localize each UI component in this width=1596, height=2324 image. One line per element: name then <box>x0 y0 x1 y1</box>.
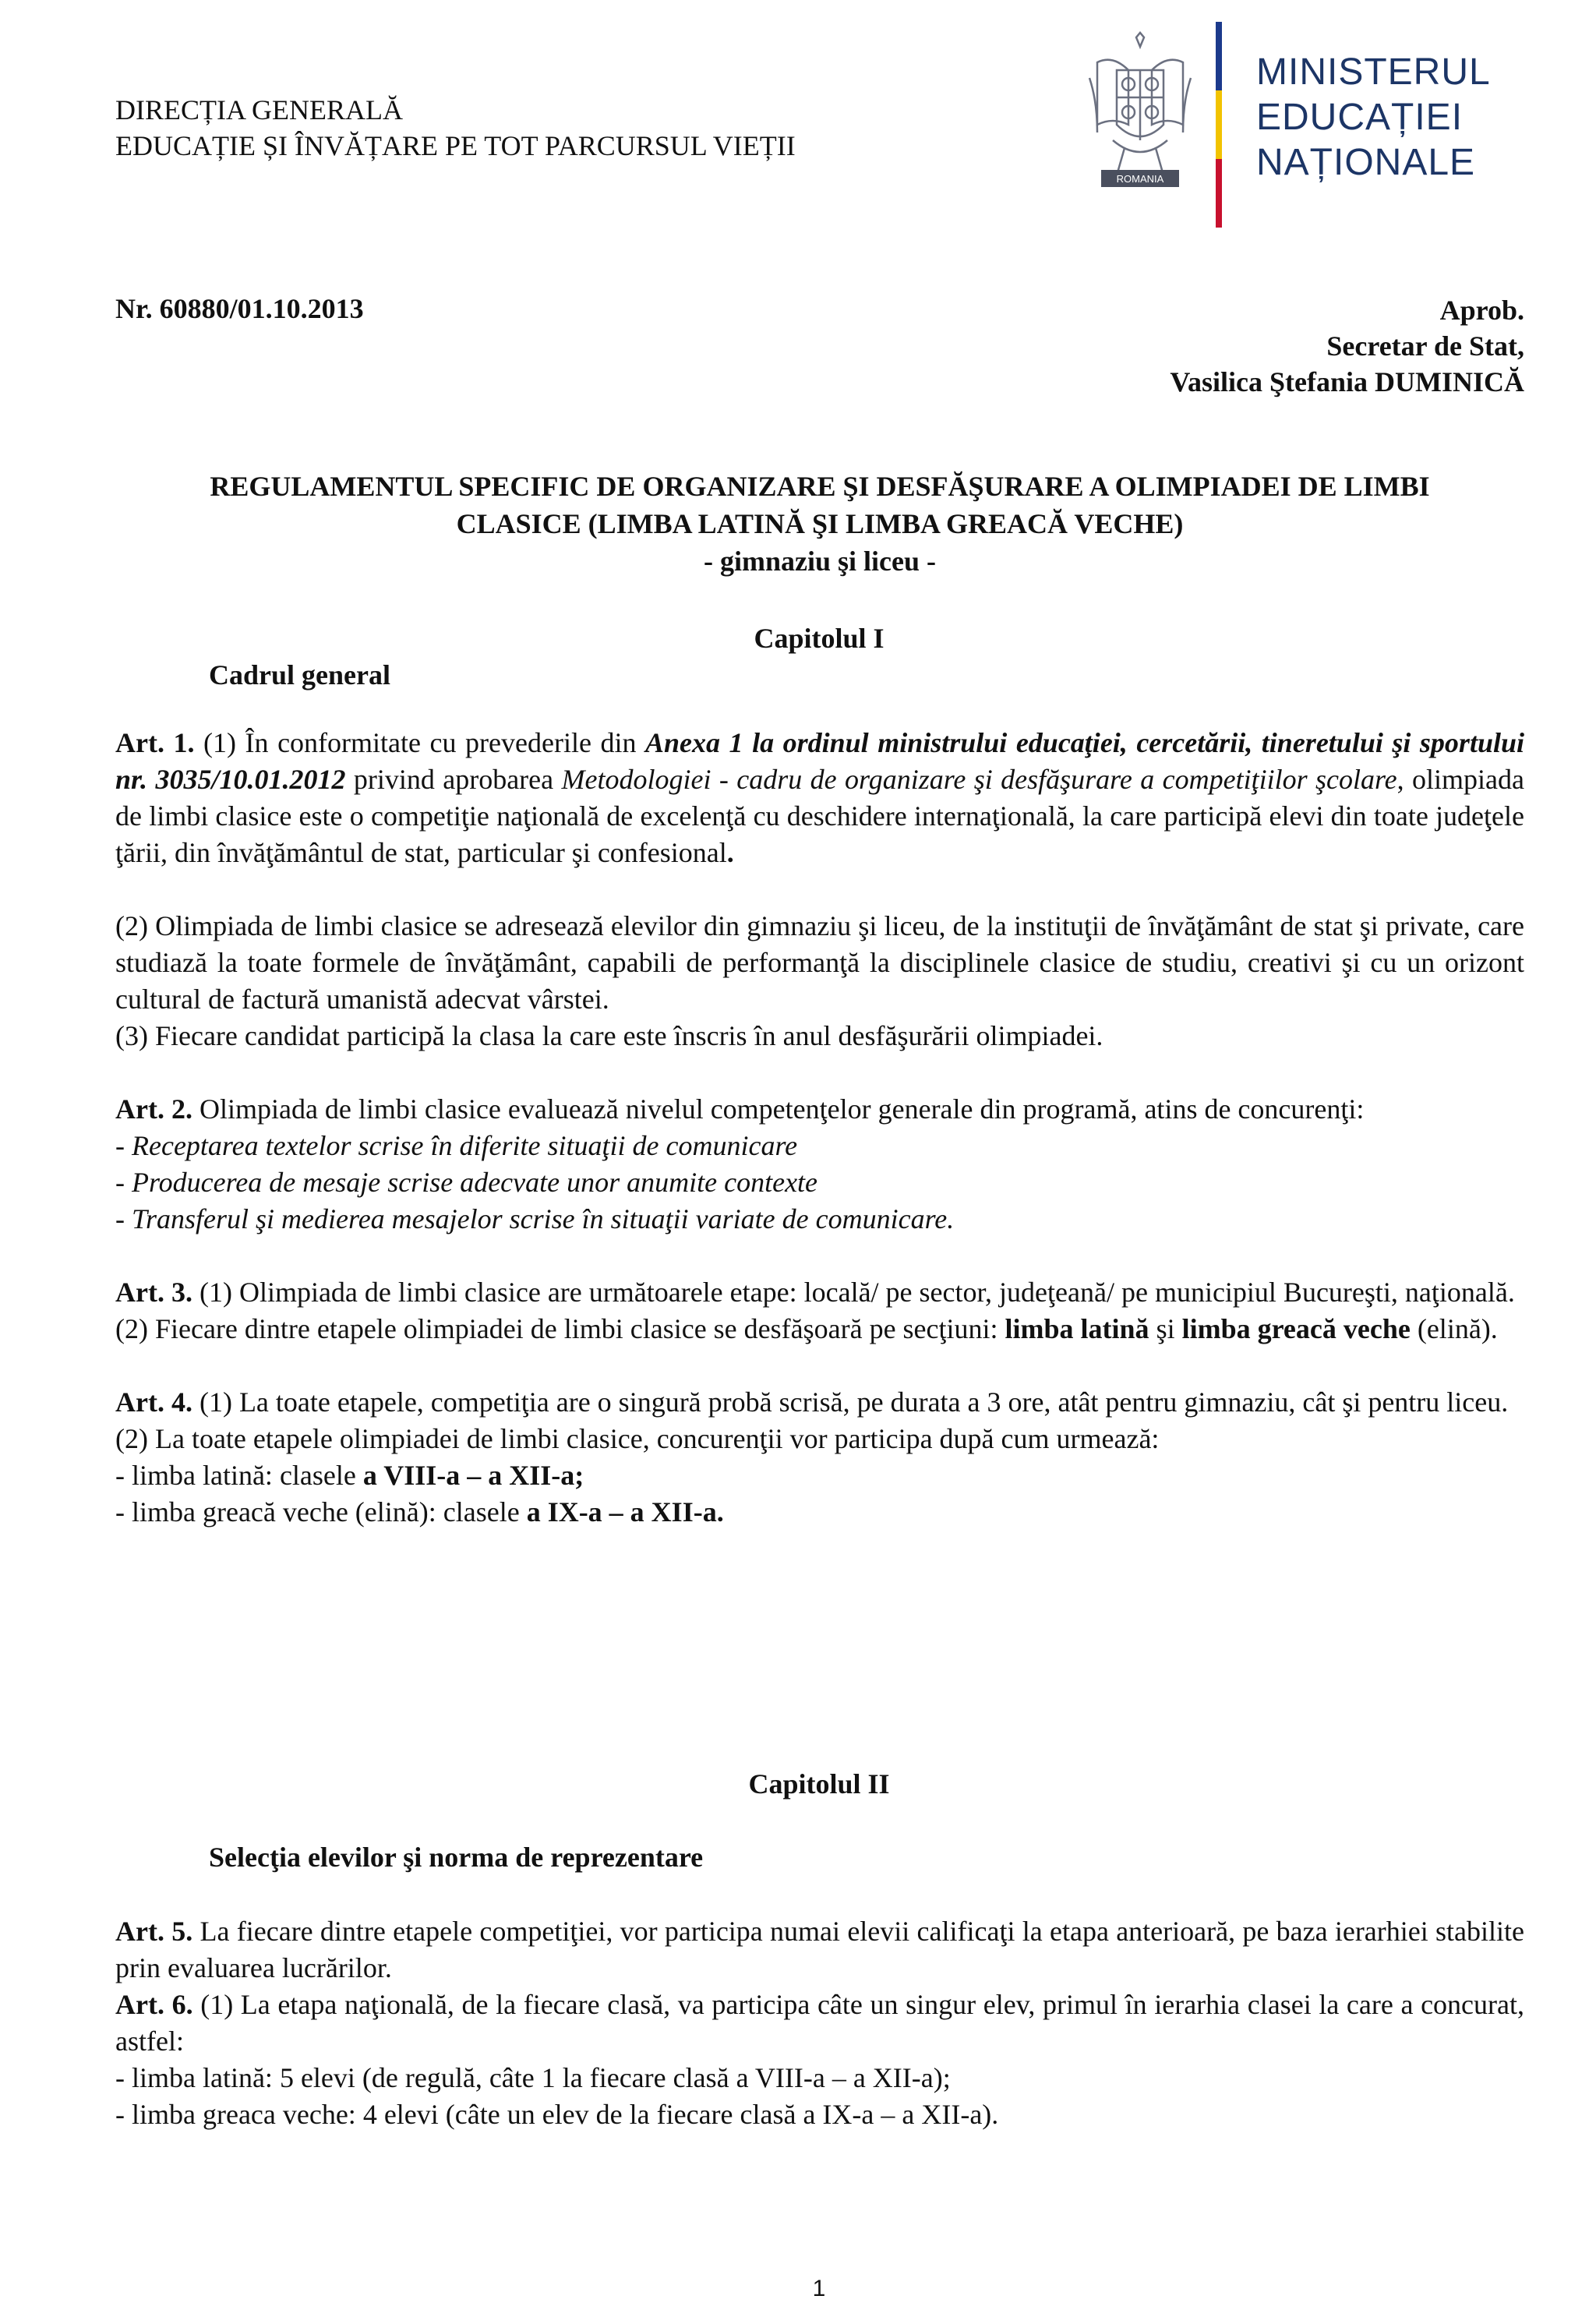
art-4-l1-a: - limba latină: clasele <box>115 1460 363 1491</box>
registration-number: Nr. 60880/01.10.2013 <box>115 293 364 324</box>
art-4-text: (1) La toate etapele, competiţia are o singură probă scrisă, pe durata a 3 ore, atât pentru gimnaziu, cât şi pentru liceu. <box>192 1386 1509 1418</box>
art-2-item-1: - Receptarea textelor scrise în diferite situaţii de comunicare <box>115 1130 798 1161</box>
art-4-l1-b: a VIII-a – a XII-a; <box>362 1460 584 1491</box>
art-1-paragraph-2: (2) Olimpiada de limbi clasice se adresează elevilor din gimnaziu şi liceu, de la instituţii de învăţământ de stat şi private, care studiază la toate formele de învăţământ, capabili de performanţă la disciplinele clasice de studiu, creativi şi cu un orizont cultural de factură umanistă adecvat vârstei. <box>115 910 1524 1015</box>
approver-title: Secretar de Stat, <box>1326 330 1524 362</box>
art-3-label: Art. 3. <box>115 1277 192 1308</box>
department-line-2: EDUCAȚIE ȘI ÎNVĂȚARE PE TOT PARCURSUL VIEȚII <box>115 130 796 161</box>
title-line-2: CLASICE (LIMBA LATINĂ ŞI LIMBA GREACĂ VECHE) <box>456 508 1184 539</box>
page-number: 1 <box>812 2276 826 2301</box>
art-1-paragraph-1 <box>115 725 1524 871</box>
art-4-label: Art. 4. <box>115 1386 192 1418</box>
art-2-label: Art. 2. <box>115 1093 192 1125</box>
articles-block-1 <box>115 725 1524 1531</box>
art-6-text: (1) La etapa naţională, de la fiecare clasă, va participa câte un singur elev, primul în ierarhia clasei la care a concurat, astfel: <box>115 1989 1524 2057</box>
flag-yellow <box>1216 90 1222 159</box>
art-5-text: La fiecare dintre etapele competiţiei, vor participa numai elevii calificaţi la etapa anterioară, pe baza ierarhiei stabilite prin evaluarea lucrărilor. <box>115 1916 1525 1983</box>
art-3-latin: limba latină <box>1005 1313 1149 1344</box>
art-6-label: Art. 6. <box>115 1989 193 2020</box>
art-2-text: Olimpiada de limbi clasice evaluează nivelul competenţelor generale din programă, atins de concurenţi: <box>192 1093 1365 1125</box>
art-4-paragraph-2: (2) La toate etapele olimpiadei de limbi clasice, concurenţii vor participa după cum urmează: <box>115 1423 1160 1454</box>
flag-red <box>1216 159 1222 228</box>
department-line-1: DIRECȚIA GENERALĂ <box>115 94 403 125</box>
art-4-list-2 <box>115 1494 1524 1531</box>
ministry-line-2: EDUCAȚIEI <box>1256 97 1464 138</box>
art-1-end: . <box>726 837 734 868</box>
art-2-item-3-text: Transferul şi medierea mesajelor scrise în situaţii variate de comunicare. <box>132 1203 955 1234</box>
approve-label: Aprob. <box>1439 295 1524 326</box>
articles-block-2 <box>115 1913 1524 2133</box>
art-3-p2-a: (2) Fiecare dintre etapele olimpiadei de limbi clasice se desfăşoară pe secţiuni: <box>115 1313 1005 1344</box>
art-1-paragraph-3: (3) Fiecare candidat participă la clasa la care este înscris în anul desfăşurării olimpiadei. <box>115 1020 1103 1051</box>
art-1-reference: Anexa 1 la ordinul ministrului educaţiei, cercetării, tineretului şi sportului nr. 3035/10.01.2012 <box>115 727 1524 795</box>
approver-name: Vasilica Ştefania DUMINICĂ <box>1170 366 1524 397</box>
art-1-text-a: (1) În conformitate cu prevederile din <box>194 727 645 758</box>
approval-block <box>1170 292 1524 400</box>
art-4-paragraph-1 <box>115 1384 1524 1421</box>
art-6-paragraph <box>115 1987 1524 2060</box>
art-3-paragraph-2 <box>115 1311 1524 1347</box>
chapter-1-label: Capitolul I <box>754 623 885 654</box>
art-3-p2-e: (elină). <box>1410 1313 1498 1344</box>
ministry-line-3: NAȚIONALE <box>1256 142 1476 183</box>
department-header <box>115 92 796 164</box>
title-line-1: REGULAMENTUL SPECIFIC DE ORGANIZARE ŞI DESFĂŞURARE A OLIMPIADEI DE LIMBI <box>210 471 1430 502</box>
chapter-2-label: Capitolul II <box>748 1768 890 1800</box>
emblem-label: ROMANIA <box>1116 173 1164 185</box>
art-6-list-2: - limba greaca veche: 4 elevi (câte un elev de la fiecare clasă a IX-a – a XII-a). <box>115 2099 999 2130</box>
art-2-paragraph <box>115 1091 1524 1128</box>
art-1-label: Art. 1. <box>115 727 195 758</box>
art-4-list-1 <box>115 1457 1524 1494</box>
ministry-name <box>1256 50 1491 185</box>
art-4-l2-b: a IX-a – a XII-a. <box>526 1496 724 1528</box>
art-2-item-3: - Transferul şi medierea mesajelor scrise în situaţii variate de comunicare. <box>115 1203 955 1234</box>
art-5-label: Art. 5. <box>115 1916 193 1947</box>
art-1-text-c: , olimpiada de limbi clasice este o competiţie naţională de excelenţă cu deschidere internaţională, la care participă elevi din toate judeţele ţării, din învăţământul de stat, particular şi confesional <box>115 764 1525 868</box>
art-2-item-1-text: Receptarea textelor scrise în diferite situaţii de comunicare <box>132 1130 798 1161</box>
art-2-item-2: - Producerea de mesaje scrise adecvate unor anumite contexte <box>115 1167 818 1198</box>
coat-of-arms-icon <box>1082 31 1199 203</box>
art-6-list-1: - limba latină: 5 elevi (de regulă, câte 1 la fiecare clasă a VIII-a – a XII-a); <box>115 2062 951 2093</box>
art-3-p2-c: şi <box>1149 1313 1182 1344</box>
flag-bars <box>1216 22 1222 228</box>
chapter-1-subtitle: Cadrul general <box>209 659 390 690</box>
chapter-2-subtitle: Selecţia elevilor şi norma de reprezentare <box>209 1842 704 1873</box>
art-5-paragraph <box>115 1913 1524 1987</box>
art-4-l2-a: - limba greacă veche (elină): clasele <box>115 1496 527 1528</box>
art-3-paragraph-1 <box>115 1274 1524 1311</box>
document-title <box>115 468 1524 580</box>
art-3-greek: limba greacă veche <box>1181 1313 1411 1344</box>
flag-blue <box>1216 22 1222 90</box>
art-2-item-2-text: Producerea de mesaje scrise adecvate unor anumite contexte <box>132 1167 818 1198</box>
art-3-text: (1) Olimpiada de limbi clasice are următoarele etape: locală/ pe sector, judeţeană/ pe municipiul Bucureşti, naţională. <box>192 1277 1515 1308</box>
title-line-3: - gimnaziu şi liceu - <box>704 546 936 577</box>
ministry-line-1: MINISTERUL <box>1256 51 1491 93</box>
art-1-methodology: Metodologiei - cadru de organizare şi desfăşurare a competiţiilor şcolare <box>561 764 1397 795</box>
art-1-text-b: privind aprobarea <box>345 764 562 795</box>
